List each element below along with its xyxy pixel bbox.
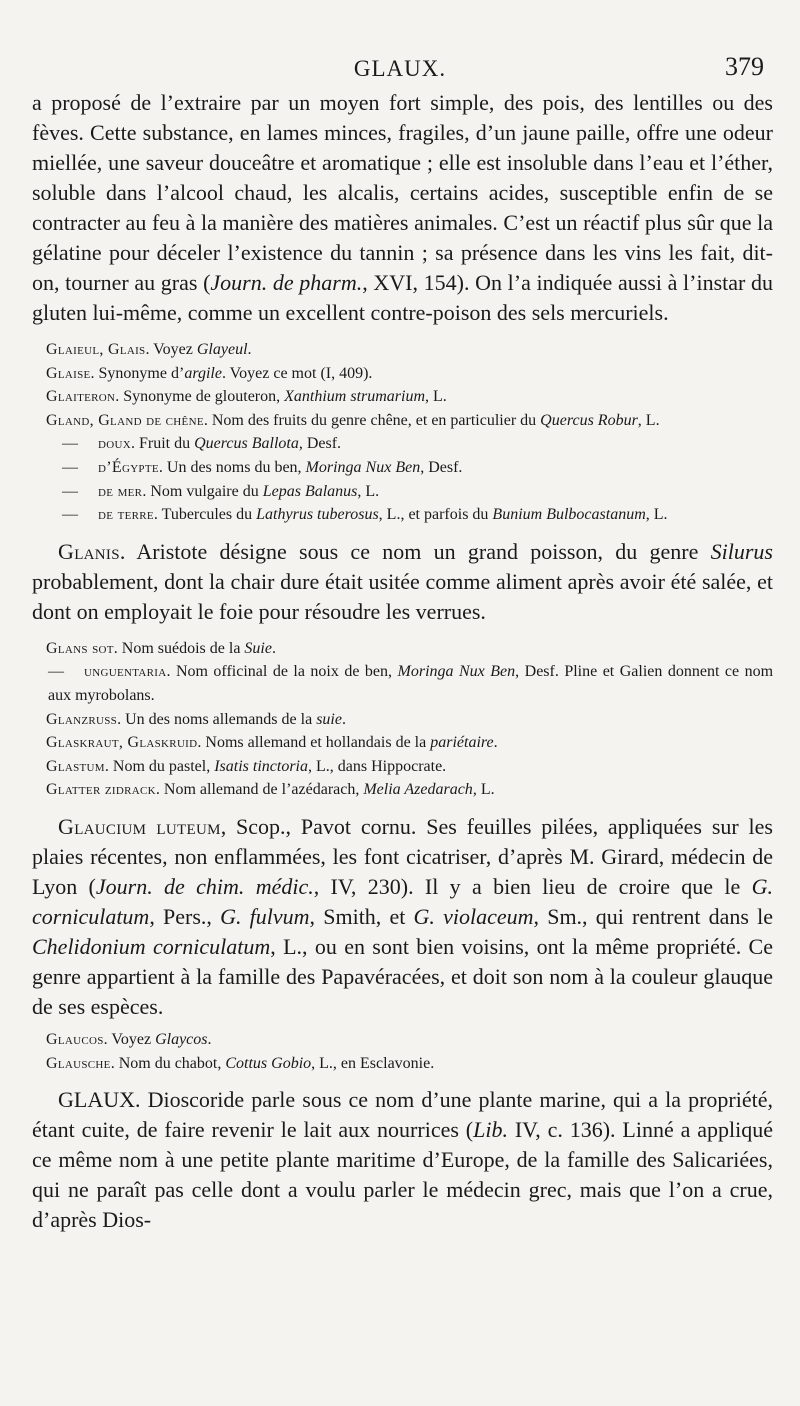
entry-head: unguentaria <box>84 663 167 681</box>
entry-glaskraut: Glaskraut, Glaskruid. Noms allemand et hollandais de la pariétaire. <box>46 734 498 752</box>
entry-glans-sot: Glans sot. Nom suédois de la Suie. <box>46 639 276 657</box>
entry-head: Gland, Gland de chêne <box>46 411 204 429</box>
entry-glatter-zidrack: Glatter zidrack. Nom allemand de l’azédarach, Melia Azedarach, L. <box>46 781 495 799</box>
entry-head: Glaieul, Glais <box>46 341 146 358</box>
entry-glaieul: Glaieul, Glais. Voyez Glayeul. <box>46 341 252 358</box>
entry-head: Glastum <box>46 757 105 775</box>
glanis-paragraph: Glanis. Aristote désigne sous ce nom un grand poisson, du genre Silurus probablement, dont la chair dure était usitée comme aliment après avoir été salée, et dont on employait le foie pour résoudre les verrues. <box>32 538 773 624</box>
entry-gland-terre: — de terre. Tubercules du Lathyrus tuberosus, L., et parfois du Bunium Bulbocastanum, L. <box>62 506 668 524</box>
entry-gland-mer: — de mer. Nom vulgaire du Lepas Balanus, L. <box>62 482 380 500</box>
intro-paragraph: a proposé de l’extraire par un moyen fort simple, des pois, des lentilles ou des fèves. Cette substance, en lames minces, fragiles, d’un jaune paille, offre une odeur miellée, une saveur douceâtre et aromatique ; elle est insoluble dans l’eau et l’éther, soluble dans l’alcool chaud, les alcalis, certains acides, susceptible enfin de se contracter au feu à la manière des matières animales. C’est un réactif plus sûr que la gélatine pour déceler l’existence du tannin ; sa présence dans les vins les fait, dit-on, tourner au gras (Journ. de pharm., XVI, 154). On l’a indiquée aussi à l’instar du gluten lui-même, comme un excellent contre-poison des sels mercuriels. <box>32 90 773 325</box>
page-header <box>28 52 772 86</box>
entry-head: Glaskraut, Glaskruid <box>46 734 198 752</box>
glaucium-paragraph: Glaucium luteum, Scop., Pavot cornu. Ses feuilles pilées, appliquées sur les plaies récentes, non enflammées, les font cicatriser, d’après M. Girard, médecin de Lyon (Journ. de chim. médic., IV, 230). Il y a bien lieu de croire que le G. corniculatum, Pers., G. fulvum, Smith, et G. violaceum, Sm., qui rentrent dans le Chelidonium corniculatum, L., ou en sont bien voisins, ont la même propriété. Ce genre appartient à la famille des Papavéracées, et doit son nom à la couleur glauque de ses espèces. <box>32 813 774 1019</box>
entry-glaise: Glaise. Synonyme d’argile. Voyez ce mot (I, 409). <box>46 364 373 382</box>
entry-head: Glaucos <box>46 1030 104 1048</box>
entry-head: de terre <box>98 506 154 524</box>
entry-head: Glanis <box>58 538 120 564</box>
entry-head: Glaise <box>46 364 91 382</box>
entry-glausche: Glausche. Nom du chabot, Cottus Gobio, L., en Esclavonie. <box>46 1054 435 1072</box>
entry-gland-doux: — doux. Fruit du Quercus Ballota, Desf. <box>62 435 342 453</box>
entry-glaucos: Glaucos. Voyez Glaycos. <box>46 1030 212 1048</box>
entry-head: Glausche <box>46 1054 111 1072</box>
entry-gland-egypte: — d’Égypte. Un des noms du ben, Moringa Nux Ben, Desf. <box>62 458 463 476</box>
entry-head: Glanzruss <box>46 710 118 728</box>
glaux-paragraph: GLAUX. Dioscoride parle sous ce nom d’une plante marine, qui a la propriété, étant cuite, de faire revenir le lait aux nourrices (Lib. IV, c. 136). Linné a appliqué ce même nom à une petite plante maritime d’Europe, de la famille des Salicariées, qui ne paraît pas celle dont a voulu parler le médecin grec, mais que l’on a crue, d’après Dios- <box>32 1087 773 1233</box>
running-head: GLAUX. <box>353 56 447 81</box>
entry-glanzruss: Glanzruss. Un des noms allemands de la suie. <box>46 710 346 728</box>
entry-glans-unguentaria: — unguentaria. Nom officinal de la noix de ben, Moringa Nux Ben, Desf. Pline et Galien donnent ce nom aux myrobolans. <box>48 663 774 704</box>
entry-head: Glatter zidrack <box>46 781 156 799</box>
entry-head: doux <box>98 435 131 453</box>
entry-head: Glans sot <box>46 639 114 657</box>
page-number: 379 <box>725 52 764 81</box>
entry-block-glans <box>32 637 773 802</box>
entry-block-glaieul <box>32 338 773 527</box>
entry-head: Glaucium luteum <box>58 813 221 839</box>
entry-glastum: Glastum. Nom du pastel, Isatis tinctoria, L., dans Hippocrate. <box>46 757 447 775</box>
entry-gland: Gland, Gland de chêne. Nom des fruits du genre chêne, et en particulier du Quercus Robur, L. <box>46 411 660 429</box>
page-body <box>32 88 773 1235</box>
entry-block-glaucos <box>32 1028 773 1075</box>
entry-glaiteron: Glaiteron. Synonyme de glouteron, Xanthium strumarium, L. <box>46 388 447 406</box>
entry-head: Glaiteron <box>46 388 116 406</box>
entry-head: d’Égypte <box>98 458 159 476</box>
entry-head: GLAUX <box>58 1087 135 1113</box>
entry-head: de mer <box>98 482 143 500</box>
